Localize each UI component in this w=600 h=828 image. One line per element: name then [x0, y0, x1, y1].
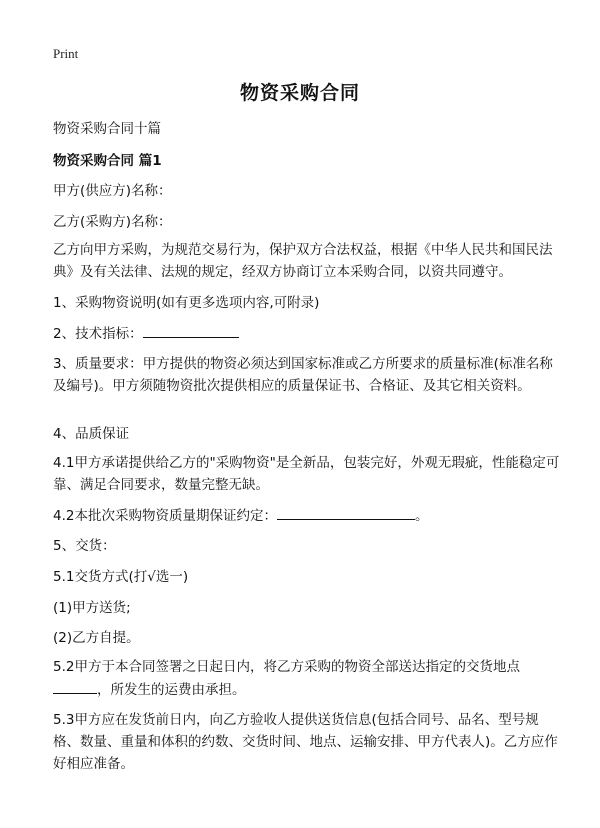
item-4-2	[53, 504, 562, 527]
section-heading: 物资采购合同 篇1	[53, 153, 162, 169]
tech-spec-blank	[143, 322, 239, 338]
item-2-label: 2、技术指标：	[53, 326, 143, 342]
item-5: 5、交货：	[53, 538, 116, 554]
item-5-1-option-b: (2)乙方自提。	[53, 630, 140, 646]
item-3: 3、质量要求：甲方提供的物资必须达到国家标准或乙方所要求的质量标准(标准名称及编号)。甲方须随物资批次提供相应的质量保证书、合格证、及其它相关资料。	[53, 356, 553, 394]
item-2	[53, 322, 562, 345]
party-a-line: 甲方(供应方)名称：	[53, 183, 172, 199]
document-subtitle: 物资采购合同十篇	[53, 121, 161, 137]
item-4-2-text: 4.2本批次采购物资质量期保证约定：	[53, 508, 277, 524]
document-title: 物资采购合同	[239, 82, 360, 104]
item-5-3: 5.3甲方应在发货前日内，向乙方验收人提供送货信息(包括合同号、品名、型号规格、数量、重量和体积的约数、交货时间、地点、运输安排、甲方代表人)。乙方应作好相应准备。	[53, 712, 558, 772]
item-4-2-suffix: 。	[414, 508, 429, 524]
print-link[interactable]: Print	[53, 46, 79, 61]
item-5-1-option-a: (1)甲方送货;	[53, 600, 131, 616]
intro-paragraph: 乙方向甲方采购，为规范交易行为，保护双方合法权益，根据《中华人民共和国民法典》及有关法律、法规的规定，经双方协商订立本采购合同，以资共同遵守。	[53, 242, 553, 280]
item-4-1: 4.1甲方承诺提供给乙方的"采购物资"是全新品，包装完好，外观无瑕疵，性能稳定可靠、满足合同要求，数量完整无缺。	[53, 455, 560, 493]
item-1: 1、采购物资说明(如有更多选项内容,可附录)	[53, 295, 320, 311]
item-5-2-suffix: ，所发生的运费由承担。	[97, 682, 246, 698]
party-b-line: 乙方(采购方)名称：	[53, 214, 172, 230]
item-4: 4、品质保证	[53, 426, 130, 442]
item-5-2-text: 5.2甲方于本合同签署之日起日内，将乙方采购的物资全部送达指定的交货地点	[53, 659, 520, 675]
item-5-2	[53, 656, 562, 701]
warranty-blank	[277, 504, 415, 520]
delivery-place-blank	[53, 678, 97, 694]
item-5-1: 5.1交货方式(打√选一)	[53, 569, 189, 585]
